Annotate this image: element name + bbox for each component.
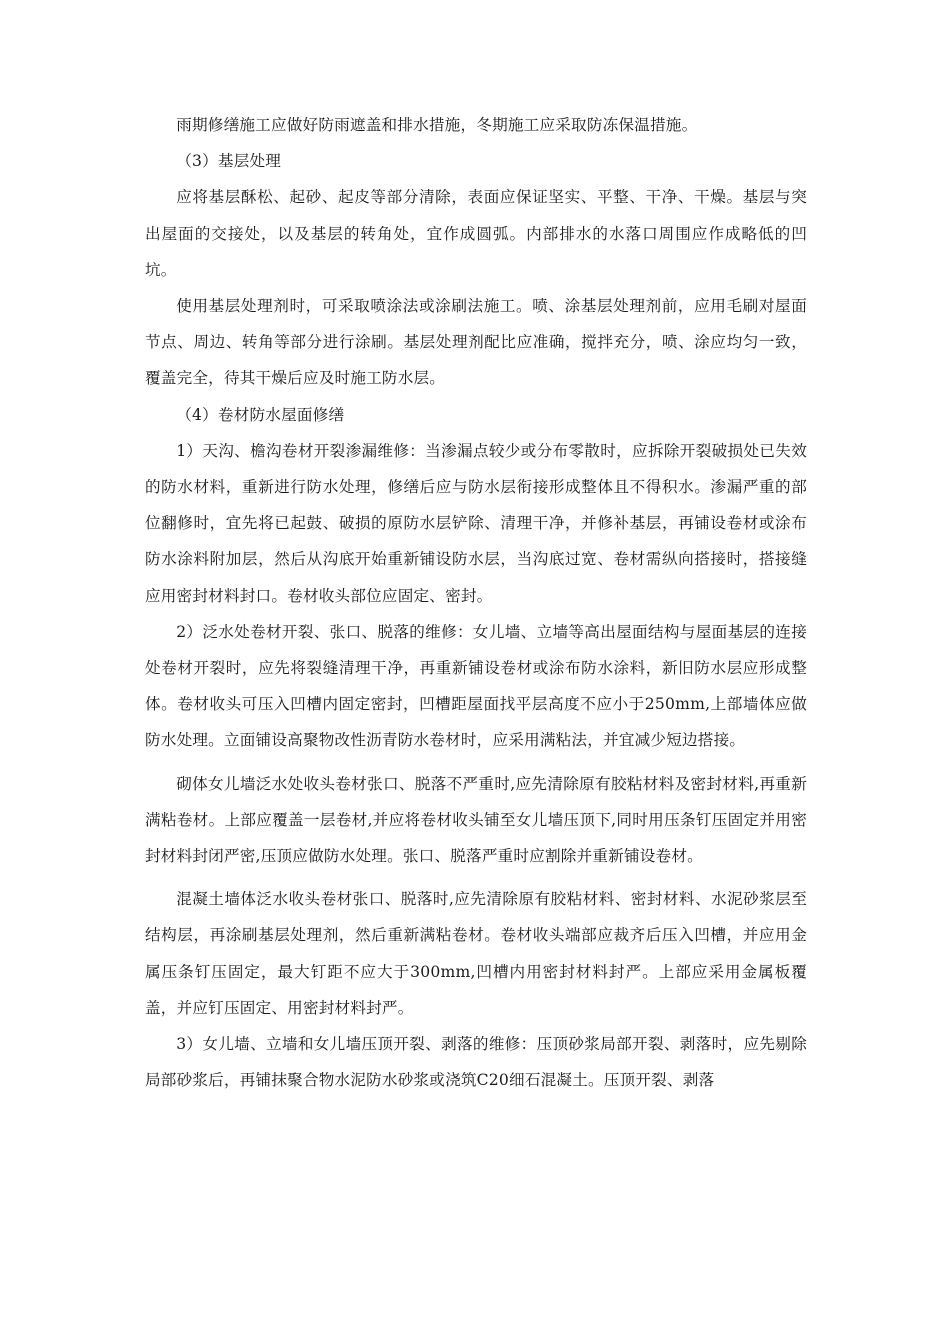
paragraph-gutter-repair: 1）天沟、檐沟卷材开裂渗漏维修：当渗漏点较少或分布零散时，应拆除开裂破损处已失效的防水材料，重新进行防水处理，修缮后应与防水层衔接形成整体且不得积水。渗漏严重的部位翻修时，宜先将已起鼓、破损的原防水层铲除、清理干净，并修补基层，再铺设卷材或涂布防水涂料附加层，然后从沟底开始重新铺设防水层，当沟底过宽、卷材需纵向搭接时，搭接缝应用密封材料封口。卷材收头部位应固定、密封。 xyxy=(145,441,807,605)
paragraph-rain-winter-measures: 雨期修缮施工应做好防雨遮盖和排水措施，冬期施工应采取防冻保温措施。 xyxy=(176,116,698,134)
paragraph-parapet-coping-repair: 3）女儿墙、立墙和女儿墙压顶开裂、剥落的维修：压顶砂浆局部开裂、剥落时，应先剔除局部砂浆后，再铺抹聚合物水泥防水砂浆或浇筑C20细石混凝土。压顶开裂、剥落 xyxy=(145,1035,807,1090)
paragraph-masonry-parapet: 砌体女儿墙泛水处收头卷材张口、脱落不严重时,应先清除原有胶粘材料及密封材料,再重新满粘卷材。上部应覆盖一层卷材,并应将卷材收头铺至女儿墙压顶下,同时用压条钉压固定并用密封材料封闭严密,压顶应做防水处理。张口、脱落严重时应割除并重新铺设卷材。 xyxy=(145,774,807,866)
document-body xyxy=(145,107,807,1098)
heading-base-treatment: （3）基层处理 xyxy=(176,152,282,171)
heading-membrane-roof-repair: （4）卷材防水屋面修缮 xyxy=(176,405,345,424)
paragraph-base-primer: 使用基层处理剂时，可采取喷涂法或涂刷法施工。喷、涂基层处理剂前，应用毛刷对屋面节点、周边、转角等部分进行涂刷。基层处理剂配比应准确，搅拌充分，喷、涂应均匀一致，覆盖完全，待其干燥后应及时施工防水层。 xyxy=(145,297,807,388)
paragraph-base-cleaning: 应将基层酥松、起砂、起皮等部分清除，表面应保证坚实、平整、干净、干燥。基层与突出屋面的交接处，以及基层的转角处，宜作成圆弧。内部排水的水落口周围应作成略低的凹坑。 xyxy=(145,188,807,279)
paragraph-flashing-repair: 2）泛水处卷材开裂、张口、脱落的维修：女儿墙、立墙等高出屋面结构与屋面基层的连接处卷材开裂时，应先将裂缝清理干净，再重新铺设卷材或涂布防水涂料，新旧防水层应形成整体。卷材收头可压入凹槽内固定密封，凹槽距屋面找平层高度不应小于250mm,上部墙体应做防水处理。立面铺设高聚物改性沥青防水卷材时，应采用满粘法，并宜减少短边搭接。 xyxy=(145,622,807,750)
paragraph-concrete-wall: 混凝土墙体泛水收头卷材张口、脱落时,应先清除原有胶粘材料、密封材料、水泥砂浆层至结构层，再涂刷基层处理剂，然后重新满粘卷材。卷材收头端部应裁齐后压入凹槽，并应用金属压条钉压固定，最大钉距不应大于300mm,凹槽内用密封材料封严。上部应采用金属板覆盖，并应钉压固定、用密封材料封严。 xyxy=(145,890,807,1017)
